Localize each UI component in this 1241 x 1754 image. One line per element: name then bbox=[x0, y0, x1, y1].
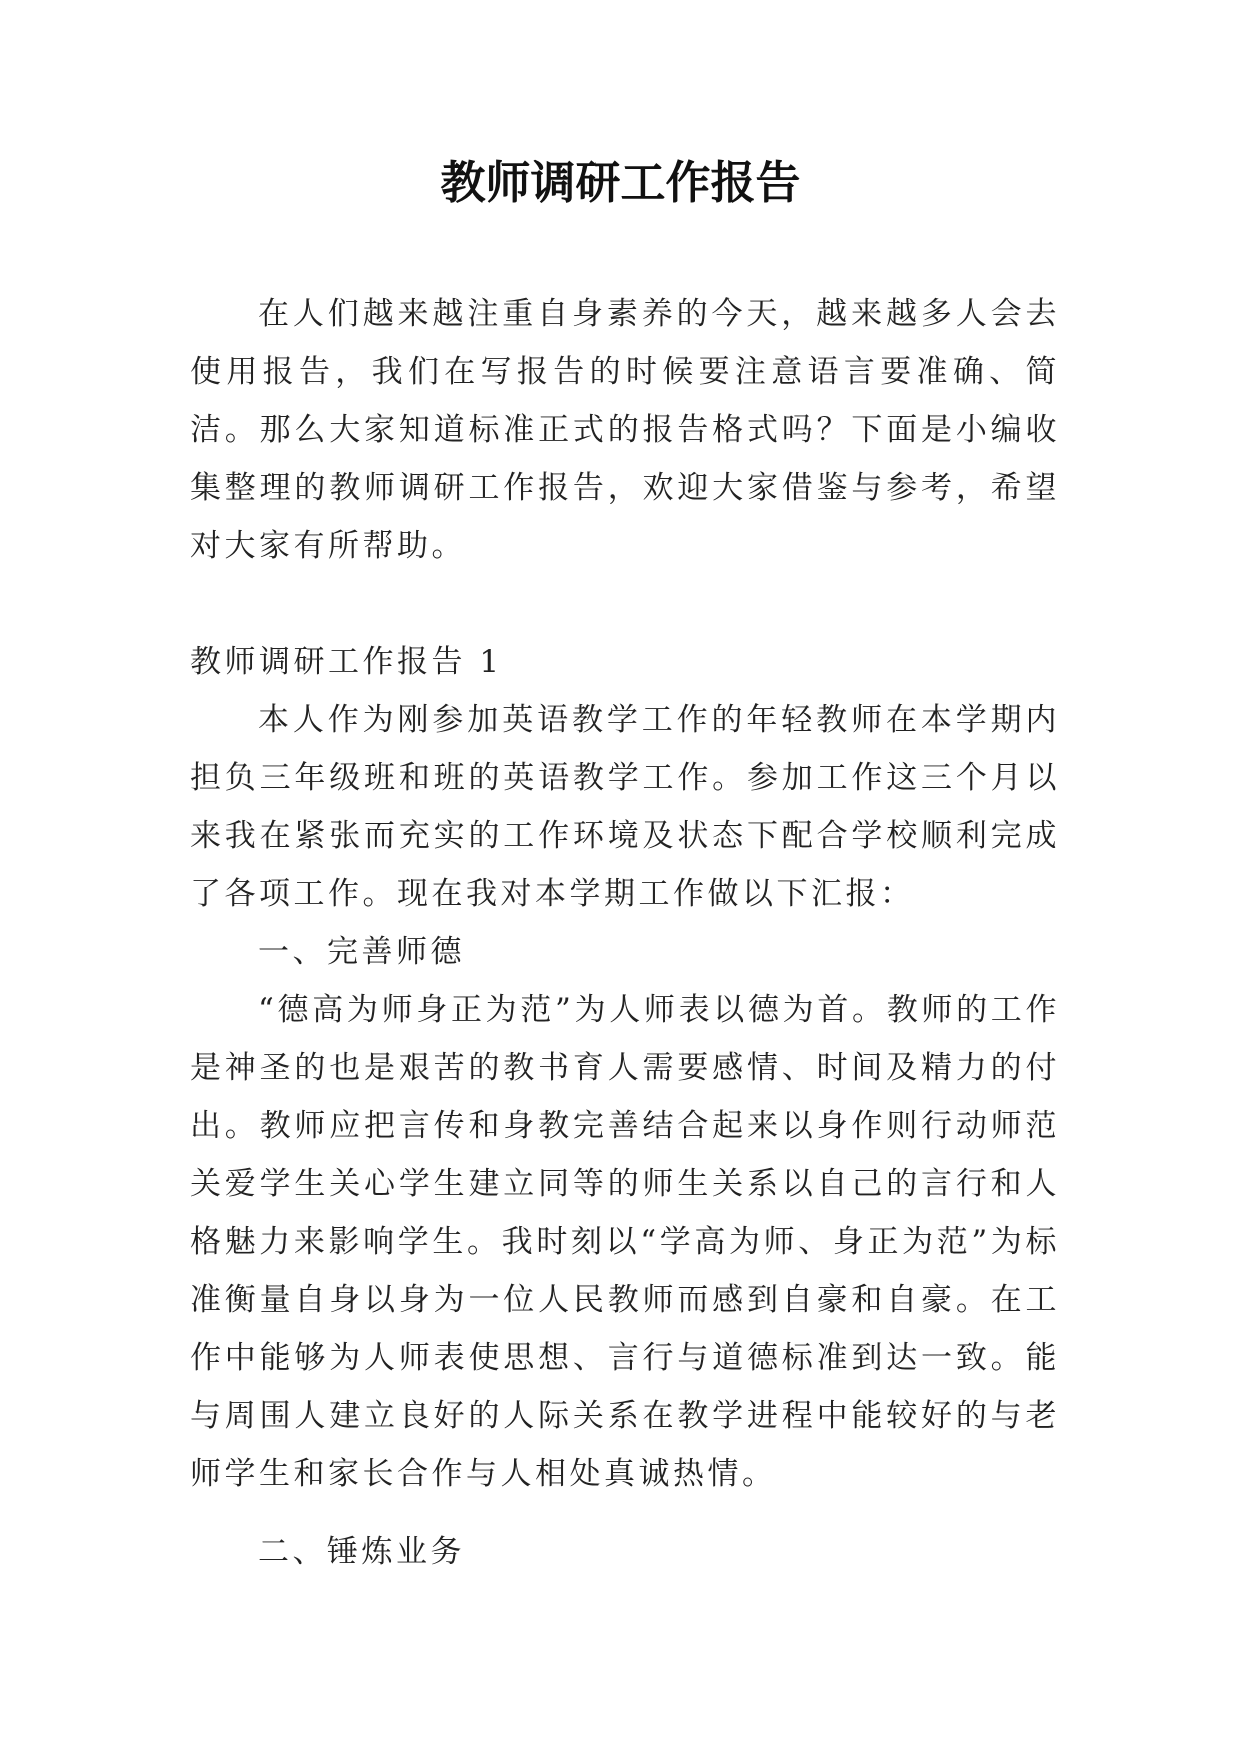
intro-paragraph: 在人们越来越注重自身素养的今天，越来越多人会去使用报告，我们在写报告的时候要注意语言要准确、简洁。那么大家知道标准正式的报告格式吗？下面是小编收集整理的教师调研工作报告，欢迎大家借鉴与参考，希望对大家有所帮助。 bbox=[190, 296, 1060, 564]
subheading-1: 一、完善师德 bbox=[258, 934, 465, 970]
section-heading: 教师调研工作报告 1 bbox=[190, 644, 503, 680]
subheading-2: 二、锤炼业务 bbox=[258, 1534, 465, 1570]
body-paragraph: 本人作为刚参加英语教学工作的年轻教师在本学期内担负三年级班和班的英语教学工作。参加工作这三个月以来我在紧张而充实的工作环境及状态下配合学校顺利完成了各项工作。现在我对本学期工作做以下汇报： bbox=[190, 702, 1060, 912]
spacer bbox=[190, 575, 1060, 633]
body-paragraph: “德高为师身正为范”为人师表以德为首。教师的工作是神圣的也是艰苦的教书育人需要感情、时间及精力的付出。教师应把言传和身教完善结合起来以身作则行动师范关爱学生关心学生建立同等的师生关系以自己的言行和人格魅力来影响学生。我时刻以“学高为师、身正为范”为标准衡量自身以身为一位人民教师而感到自豪和自豪。在工作中能够为人师表使思想、言行与道德标准到达一致。能与周围人建立良好的人际关系在教学进程中能较好的与老师学生和家长合作与人相处真诚热情。 bbox=[190, 992, 1060, 1492]
document-title: 教师调研工作报告 bbox=[440, 156, 801, 209]
document-body bbox=[190, 285, 1060, 1581]
spacer bbox=[190, 1503, 1060, 1523]
